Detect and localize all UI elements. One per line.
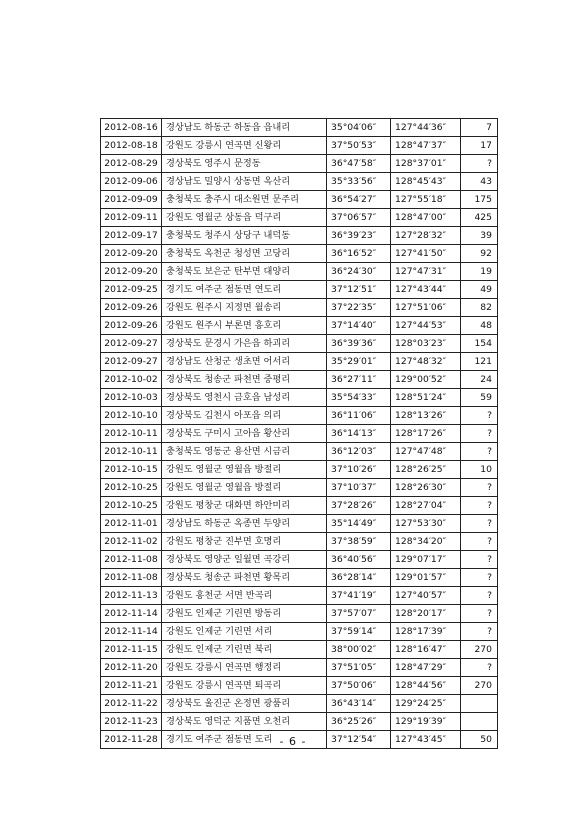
count-cell: 48 bbox=[461, 317, 498, 335]
latitude-cell: 37°50′06″ bbox=[327, 677, 391, 695]
date-cell: 2012-10-11 bbox=[101, 425, 162, 443]
table-row bbox=[101, 497, 498, 515]
date-cell: 2012-11-08 bbox=[101, 551, 162, 569]
location-cell: 충청북도 청주시 상당구 내덕동 bbox=[162, 227, 327, 245]
longitude-cell: 127°44′53″ bbox=[391, 317, 461, 335]
location-cell: 경상남도 산청군 생초면 어서리 bbox=[162, 353, 327, 371]
date-cell: 2012-10-15 bbox=[101, 461, 162, 479]
count-cell bbox=[461, 713, 498, 731]
count-cell: ? bbox=[461, 407, 498, 425]
longitude-cell: 128°47′37″ bbox=[391, 137, 461, 155]
latitude-cell: 37°41′19″ bbox=[327, 587, 391, 605]
table-row bbox=[101, 317, 498, 335]
date-cell: 2012-09-26 bbox=[101, 317, 162, 335]
count-cell: ? bbox=[461, 497, 498, 515]
table-row bbox=[101, 605, 498, 623]
table-row bbox=[101, 209, 498, 227]
date-cell: 2012-08-16 bbox=[101, 119, 162, 137]
location-cell: 충청북도 옥천군 청성면 고당리 bbox=[162, 245, 327, 263]
location-cell: 강원도 평창군 대화면 하안미리 bbox=[162, 497, 327, 515]
location-cell: 강원도 강릉시 연곡면 퇴곡리 bbox=[162, 677, 327, 695]
date-cell: 2012-11-02 bbox=[101, 533, 162, 551]
table-row bbox=[101, 587, 498, 605]
location-cell: 강원도 영월군 상동읍 덕구리 bbox=[162, 209, 327, 227]
count-cell: ? bbox=[461, 443, 498, 461]
latitude-cell: 36°25′26″ bbox=[327, 713, 391, 731]
location-cell: 강원도 홍천군 서면 반곡리 bbox=[162, 587, 327, 605]
longitude-cell: 128°16′47″ bbox=[391, 641, 461, 659]
date-cell: 2012-11-14 bbox=[101, 605, 162, 623]
date-cell: 2012-10-02 bbox=[101, 371, 162, 389]
latitude-cell: 36°43′14″ bbox=[327, 695, 391, 713]
table-row bbox=[101, 533, 498, 551]
latitude-cell: 36°24′30″ bbox=[327, 263, 391, 281]
table-row bbox=[101, 695, 498, 713]
location-cell: 경상남도 하동군 하동읍 읍내리 bbox=[162, 119, 327, 137]
date-cell: 2012-10-25 bbox=[101, 497, 162, 515]
longitude-cell: 128°47′29″ bbox=[391, 659, 461, 677]
latitude-cell: 38°00′02″ bbox=[327, 641, 391, 659]
latitude-cell: 37°51′05″ bbox=[327, 659, 391, 677]
location-cell: 강원도 영월군 영월읍 방절리 bbox=[162, 461, 327, 479]
latitude-cell: 37°12′51″ bbox=[327, 281, 391, 299]
table-row bbox=[101, 155, 498, 173]
location-cell: 경상북도 청송군 파천면 황목리 bbox=[162, 569, 327, 587]
latitude-cell: 37°12′54″ bbox=[327, 731, 391, 749]
location-cell: 강원도 강릉시 연곡면 신왕리 bbox=[162, 137, 327, 155]
location-cell: 경상북도 영천시 금호읍 남성리 bbox=[162, 389, 327, 407]
date-cell: 2012-09-26 bbox=[101, 299, 162, 317]
date-cell: 2012-09-09 bbox=[101, 191, 162, 209]
location-cell: 강원도 인제군 기린면 서리 bbox=[162, 623, 327, 641]
location-cell: 경기도 여주군 점동면 도리 bbox=[162, 731, 327, 749]
count-cell: 425 bbox=[461, 209, 498, 227]
date-cell: 2012-11-28 bbox=[101, 731, 162, 749]
count-cell: ? bbox=[461, 425, 498, 443]
location-cell: 경상북도 영양군 일월면 곡강리 bbox=[162, 551, 327, 569]
date-cell: 2012-11-08 bbox=[101, 569, 162, 587]
count-cell bbox=[461, 695, 498, 713]
count-cell: 270 bbox=[461, 641, 498, 659]
page-number: - 6 - bbox=[279, 735, 307, 748]
table-row bbox=[101, 137, 498, 155]
location-cell: 강원도 강릉시 연곡면 행정리 bbox=[162, 659, 327, 677]
latitude-cell: 37°22′35″ bbox=[327, 299, 391, 317]
latitude-cell: 35°14′49″ bbox=[327, 515, 391, 533]
table-row bbox=[101, 443, 498, 461]
location-cell: 강원도 영월군 영월읍 방절리 bbox=[162, 479, 327, 497]
location-cell: 경상북도 영덕군 지품면 오천리 bbox=[162, 713, 327, 731]
count-cell: ? bbox=[461, 623, 498, 641]
location-cell: 강원도 평창군 진부면 호명리 bbox=[162, 533, 327, 551]
date-cell: 2012-09-17 bbox=[101, 227, 162, 245]
longitude-cell: 128°17′39″ bbox=[391, 623, 461, 641]
latitude-cell: 36°28′14″ bbox=[327, 569, 391, 587]
table-row bbox=[101, 299, 498, 317]
count-cell: ? bbox=[461, 605, 498, 623]
table-row bbox=[101, 461, 498, 479]
longitude-cell: 129°07′17″ bbox=[391, 551, 461, 569]
table-row bbox=[101, 569, 498, 587]
location-cell: 경상북도 영주시 문정동 bbox=[162, 155, 327, 173]
location-cell: 경상북도 청송군 파천면 중평리 bbox=[162, 371, 327, 389]
date-cell: 2012-11-13 bbox=[101, 587, 162, 605]
longitude-cell: 127°48′32″ bbox=[391, 353, 461, 371]
location-cell: 경상남도 밀양시 상동면 옥산리 bbox=[162, 173, 327, 191]
table-row bbox=[101, 245, 498, 263]
count-cell: ? bbox=[461, 659, 498, 677]
longitude-cell: 129°01′57″ bbox=[391, 569, 461, 587]
date-cell: 2012-09-20 bbox=[101, 245, 162, 263]
longitude-cell: 128°27′04″ bbox=[391, 497, 461, 515]
location-cell: 충청북도 영동군 용산면 시금리 bbox=[162, 443, 327, 461]
longitude-cell: 128°45′43″ bbox=[391, 173, 461, 191]
latitude-cell: 37°10′37″ bbox=[327, 479, 391, 497]
latitude-cell: 37°59′14″ bbox=[327, 623, 391, 641]
date-cell: 2012-11-01 bbox=[101, 515, 162, 533]
longitude-cell: 127°43′45″ bbox=[391, 731, 461, 749]
longitude-cell: 129°00′52″ bbox=[391, 371, 461, 389]
date-cell: 2012-11-15 bbox=[101, 641, 162, 659]
location-cell: 강원도 원주시 부론면 흥호리 bbox=[162, 317, 327, 335]
latitude-cell: 37°10′26″ bbox=[327, 461, 391, 479]
latitude-cell: 37°57′07″ bbox=[327, 605, 391, 623]
table-row bbox=[101, 407, 498, 425]
count-cell: 59 bbox=[461, 389, 498, 407]
table-row bbox=[101, 389, 498, 407]
count-cell: ? bbox=[461, 551, 498, 569]
longitude-cell: 128°26′30″ bbox=[391, 479, 461, 497]
longitude-cell: 128°37′01″ bbox=[391, 155, 461, 173]
count-cell: 43 bbox=[461, 173, 498, 191]
count-cell: 10 bbox=[461, 461, 498, 479]
date-cell: 2012-10-03 bbox=[101, 389, 162, 407]
latitude-cell: 36°16′52″ bbox=[327, 245, 391, 263]
longitude-cell: 127°47′48″ bbox=[391, 443, 461, 461]
longitude-cell: 128°20′17″ bbox=[391, 605, 461, 623]
table-row bbox=[101, 263, 498, 281]
latitude-cell: 36°11′06″ bbox=[327, 407, 391, 425]
table-row bbox=[101, 191, 498, 209]
longitude-cell: 129°19′39″ bbox=[391, 713, 461, 731]
count-cell: 7 bbox=[461, 119, 498, 137]
table-row bbox=[101, 659, 498, 677]
date-cell: 2012-11-21 bbox=[101, 677, 162, 695]
latitude-cell: 37°06′57″ bbox=[327, 209, 391, 227]
table-row bbox=[101, 551, 498, 569]
latitude-cell: 36°40′56″ bbox=[327, 551, 391, 569]
latitude-cell: 36°12′03″ bbox=[327, 443, 391, 461]
location-cell: 강원도 인제군 기린면 방동리 bbox=[162, 605, 327, 623]
location-cell: 경상북도 구미시 고아읍 황산리 bbox=[162, 425, 327, 443]
latitude-cell: 36°39′23″ bbox=[327, 227, 391, 245]
table-row bbox=[101, 479, 498, 497]
table-row bbox=[101, 227, 498, 245]
longitude-cell: 128°26′25″ bbox=[391, 461, 461, 479]
count-cell: 19 bbox=[461, 263, 498, 281]
longitude-cell: 127°28′32″ bbox=[391, 227, 461, 245]
table-row bbox=[101, 173, 498, 191]
table-row bbox=[101, 623, 498, 641]
table-row bbox=[101, 677, 498, 695]
count-cell: 49 bbox=[461, 281, 498, 299]
longitude-cell: 127°53′30″ bbox=[391, 515, 461, 533]
sighting-table bbox=[100, 118, 498, 749]
table-row bbox=[101, 425, 498, 443]
longitude-cell: 127°40′57″ bbox=[391, 587, 461, 605]
count-cell: 92 bbox=[461, 245, 498, 263]
latitude-cell: 36°27′11″ bbox=[327, 371, 391, 389]
location-cell: 경상북도 문경시 가은읍 하괴리 bbox=[162, 335, 327, 353]
count-cell: ? bbox=[461, 515, 498, 533]
count-cell: 50 bbox=[461, 731, 498, 749]
latitude-cell: 37°14′40″ bbox=[327, 317, 391, 335]
table-row bbox=[101, 713, 498, 731]
longitude-cell: 127°44′36″ bbox=[391, 119, 461, 137]
count-cell: 82 bbox=[461, 299, 498, 317]
latitude-cell: 37°28′26″ bbox=[327, 497, 391, 515]
count-cell: ? bbox=[461, 155, 498, 173]
location-cell: 강원도 인제군 기린면 북리 bbox=[162, 641, 327, 659]
table-row bbox=[101, 371, 498, 389]
longitude-cell: 128°17′26″ bbox=[391, 425, 461, 443]
table-row bbox=[101, 353, 498, 371]
location-cell: 경상북도 울진군 온정면 광품리 bbox=[162, 695, 327, 713]
date-cell: 2012-09-25 bbox=[101, 281, 162, 299]
count-cell: 270 bbox=[461, 677, 498, 695]
longitude-cell: 128°47′00″ bbox=[391, 209, 461, 227]
longitude-cell: 127°41′50″ bbox=[391, 245, 461, 263]
latitude-cell: 36°47′58″ bbox=[327, 155, 391, 173]
latitude-cell: 36°14′13″ bbox=[327, 425, 391, 443]
date-cell: 2012-11-23 bbox=[101, 713, 162, 731]
table-row bbox=[101, 281, 498, 299]
longitude-cell: 128°34′20″ bbox=[391, 533, 461, 551]
latitude-cell: 35°54′33″ bbox=[327, 389, 391, 407]
count-cell: ? bbox=[461, 533, 498, 551]
location-cell: 충청북도 보은군 탄부면 대양리 bbox=[162, 263, 327, 281]
latitude-cell: 37°50′53″ bbox=[327, 137, 391, 155]
table-row bbox=[101, 515, 498, 533]
date-cell: 2012-08-18 bbox=[101, 137, 162, 155]
count-cell: 154 bbox=[461, 335, 498, 353]
latitude-cell: 36°39′36″ bbox=[327, 335, 391, 353]
count-cell: ? bbox=[461, 587, 498, 605]
count-cell: 175 bbox=[461, 191, 498, 209]
date-cell: 2012-10-11 bbox=[101, 443, 162, 461]
count-cell: 17 bbox=[461, 137, 498, 155]
longitude-cell: 128°44′56″ bbox=[391, 677, 461, 695]
date-cell: 2012-11-20 bbox=[101, 659, 162, 677]
longitude-cell: 129°24′25″ bbox=[391, 695, 461, 713]
longitude-cell: 127°43′44″ bbox=[391, 281, 461, 299]
latitude-cell: 35°29′01″ bbox=[327, 353, 391, 371]
date-cell: 2012-10-25 bbox=[101, 479, 162, 497]
latitude-cell: 35°04′06″ bbox=[327, 119, 391, 137]
date-cell: 2012-08-29 bbox=[101, 155, 162, 173]
date-cell: 2012-09-27 bbox=[101, 353, 162, 371]
count-cell: 121 bbox=[461, 353, 498, 371]
table-row bbox=[101, 119, 498, 137]
date-cell: 2012-10-10 bbox=[101, 407, 162, 425]
count-cell: ? bbox=[461, 479, 498, 497]
table-body bbox=[101, 119, 498, 749]
longitude-cell: 127°55′18″ bbox=[391, 191, 461, 209]
date-cell: 2012-09-06 bbox=[101, 173, 162, 191]
location-cell: 경상북도 김천시 아포읍 의리 bbox=[162, 407, 327, 425]
location-cell: 충청북도 충주시 대소원면 문주리 bbox=[162, 191, 327, 209]
date-cell: 2012-09-11 bbox=[101, 209, 162, 227]
table-row bbox=[101, 335, 498, 353]
location-cell: 경기도 여주군 점동면 연도리 bbox=[162, 281, 327, 299]
date-cell: 2012-09-27 bbox=[101, 335, 162, 353]
location-cell: 강원도 원주시 지정면 월송리 bbox=[162, 299, 327, 317]
date-cell: 2012-11-14 bbox=[101, 623, 162, 641]
latitude-cell: 37°38′59″ bbox=[327, 533, 391, 551]
latitude-cell: 36°54′27″ bbox=[327, 191, 391, 209]
date-cell: 2012-09-20 bbox=[101, 263, 162, 281]
longitude-cell: 128°13′26″ bbox=[391, 407, 461, 425]
location-cell: 경상남도 하동군 옥종면 두양리 bbox=[162, 515, 327, 533]
count-cell: ? bbox=[461, 569, 498, 587]
sighting-table-wrapper bbox=[100, 118, 498, 749]
table-row bbox=[101, 641, 498, 659]
latitude-cell: 35°33′56″ bbox=[327, 173, 391, 191]
count-cell: 39 bbox=[461, 227, 498, 245]
count-cell: 24 bbox=[461, 371, 498, 389]
longitude-cell: 128°03′23″ bbox=[391, 335, 461, 353]
date-cell: 2012-11-22 bbox=[101, 695, 162, 713]
longitude-cell: 127°47′31″ bbox=[391, 263, 461, 281]
longitude-cell: 128°51′24″ bbox=[391, 389, 461, 407]
longitude-cell: 127°51′06″ bbox=[391, 299, 461, 317]
